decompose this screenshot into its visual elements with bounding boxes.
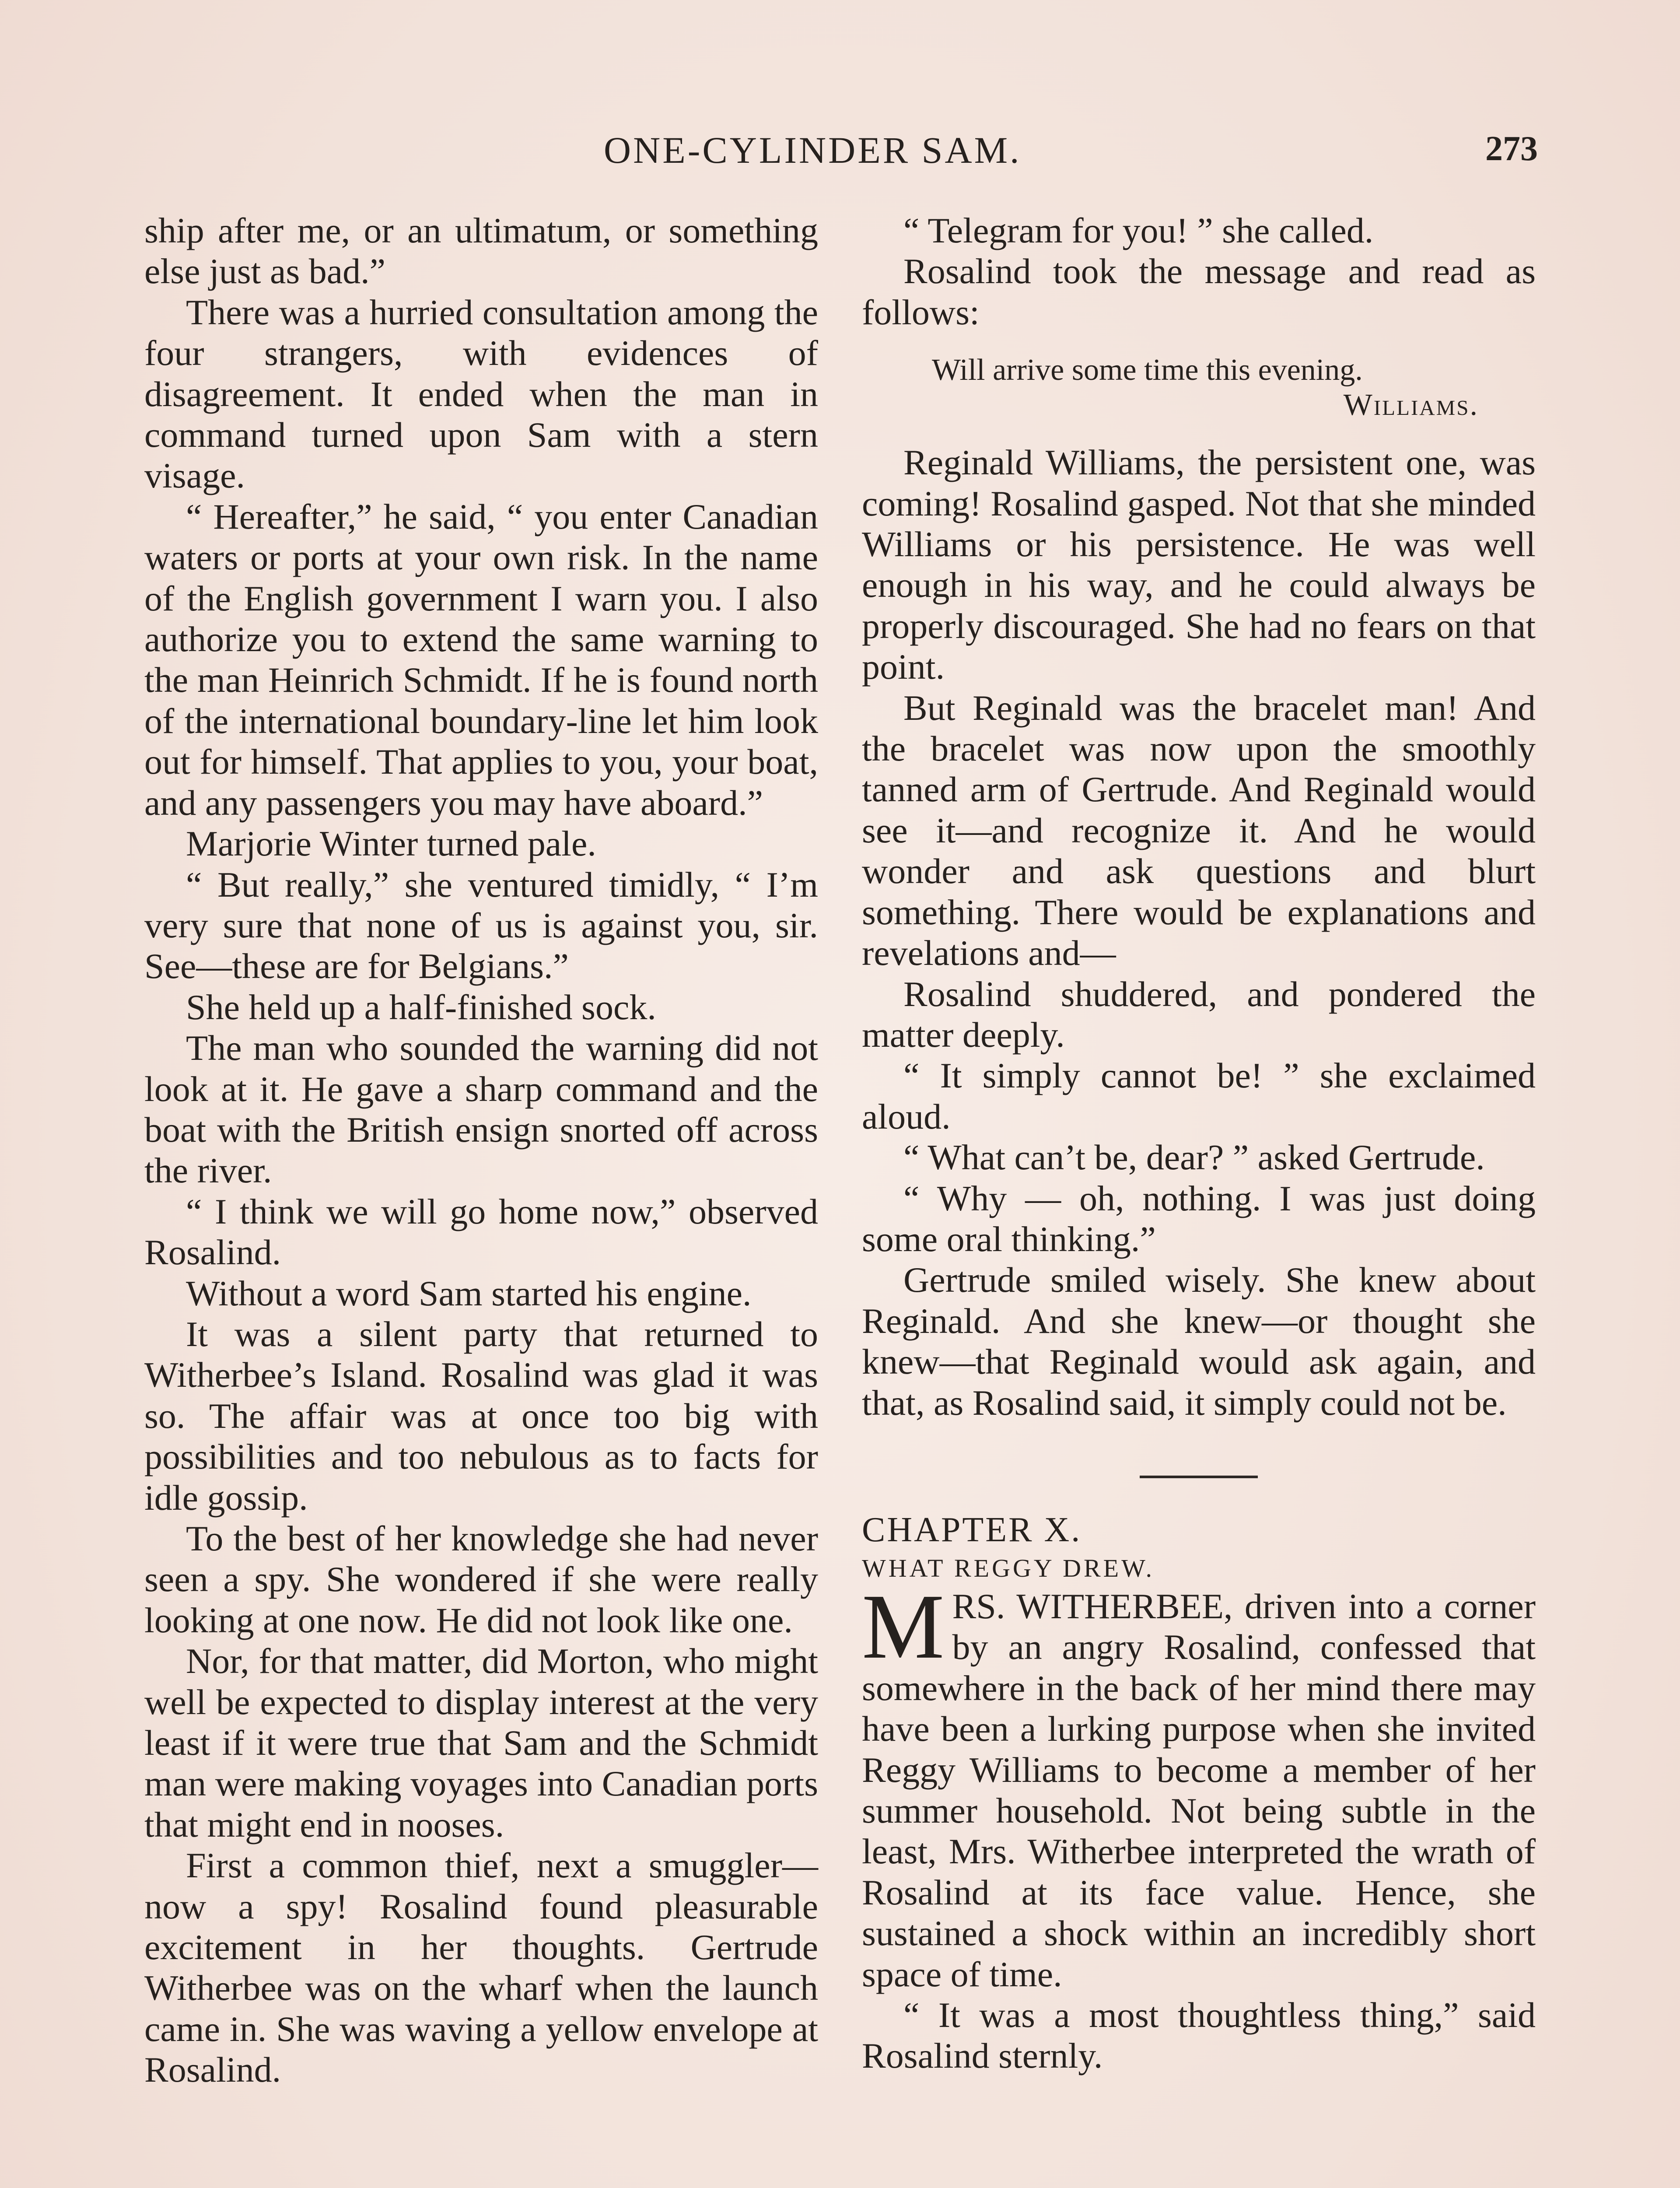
drop-cap: M	[862, 1574, 945, 1678]
paragraph: “ Why — oh, nothing. I was just doing some oral thinking.”	[862, 1178, 1536, 1259]
paragraph: “ It was a most thoughtless thing,” said Rosalind sternly.	[862, 1995, 1536, 2076]
paragraph: “ Telegram for you! ” she called.	[903, 210, 1374, 250]
paragraph: The man who sounded the warning did not look at it. He gave a sharp command and the boat with the British ensign snorted off across the river.	[144, 1028, 818, 1191]
paragraph: But Reginald was the bracelet man! And the bracelet was now upon the smoothly tanned arm of Gertrude. And Reginald would see it—and recognize it. And he would wonder and ask questions and blurt something. There would be explanations and revelations and—	[862, 687, 1536, 973]
paragraph: “ I think we will go home now,” observed Rosalind.	[144, 1191, 818, 1273]
paragraph: “ Hereafter,” he said, “ you enter Canadian waters or ports at your own risk. In the name of the English government I warn you. I also authorize you to extend the same warning to the man Heinrich Schmidt. If he is found north of the international boundary-line let him look out for himself. That applies to you, your boat, and any passengers you may have aboard.”	[144, 496, 818, 823]
paragraph: Gertrude smiled wisely. She knew about Reginald. And she knew—or thought she knew—that Reginald would ask again, and that, as Rosalind said, it simply could not be.	[862, 1260, 1536, 1423]
telegram-signature: Williams.	[1343, 388, 1479, 422]
paragraph: ship after me, or an ultimatum, or something else just as bad.”	[144, 210, 818, 291]
telegram-message	[862, 353, 1536, 423]
right-column	[862, 210, 1536, 2076]
paragraph: Rosalind took the message and read as follows:	[862, 251, 1536, 332]
paragraph-text: RS. WITHERBEE, driven into a corner by an angry Rosalind, confessed that somewhere in the back of her mind there may have been a lurking purpose when she invited Reggy Williams to become a member of her summer household. Not being subtle in the least, Mrs. Witherbee interpreted the wrath of Rosalind at its face value. Hence, she sustained a shock within an incredibly short space of time.	[862, 1586, 1536, 1994]
paragraph: Rosalind shuddered, and pondered the matter deeply.	[862, 974, 1536, 1055]
telegram-text: Will arrive some time this evening.	[932, 353, 1363, 387]
paragraph: Without a word Sam started his engine.	[186, 1273, 752, 1313]
paragraph: It was a silent party that returned to Witherbee’s Island. Rosalind was glad it was so. The affair was at once too big with possibilities and too nebulous as to facts for idle gossip.	[144, 1314, 818, 1518]
paragraph: To the best of her knowledge she had never seen a spy. She wondered if she were really looking at one now. He did not look like one.	[144, 1518, 818, 1640]
chapter-first-paragraph	[862, 1574, 1536, 1995]
paragraph: There was a hurried consultation among the four strangers, with evidences of disagreement. It ended when the man in command turned upon Sam with a stern visage.	[144, 292, 818, 496]
section-divider	[1140, 1476, 1258, 1478]
paragraph: “ It simply cannot be! ” she exclaimed aloud.	[862, 1055, 1536, 1136]
paragraph: First a common thief, next a smuggler—now a spy! Rosalind found pleasurable excitement in her thoughts. Gertrude Witherbee was on the wharf when the launch came in. She was waving a yellow envelope at Rosalind.	[144, 1845, 818, 2090]
running-title: ONE-CYLINDER SAM.	[604, 129, 1022, 171]
paragraph: Nor, for that matter, did Morton, who might well be expected to display interest at the very least if it were true that Sam and the Schmidt man were making voyages into Canadian ports that might end in nooses.	[144, 1641, 818, 1844]
paragraph: She held up a half-finished sock.	[186, 987, 656, 1027]
chapter-subtitle: WHAT REGGY DREW.	[862, 1553, 1155, 1582]
paragraph: Reginald Williams, the persistent one, was coming! Rosalind gasped. Not that she minded Williams or his persistence. He was well enough in his way, and he could always be properly discouraged. She had no fears on that point.	[862, 442, 1536, 687]
paragraph: “ But really,” she ventured timidly, “ I’m very sure that none of us is against you, sir. See—these are for Belgians.”	[144, 864, 818, 986]
paragraph: Marjorie Winter turned pale.	[186, 824, 596, 864]
left-column	[144, 210, 818, 2090]
page-number: 273	[1485, 130, 1538, 168]
paragraph: “ What can’t be, dear? ” asked Gertrude.	[903, 1137, 1485, 1178]
chapter-title: CHAPTER X.	[862, 1510, 1082, 1549]
